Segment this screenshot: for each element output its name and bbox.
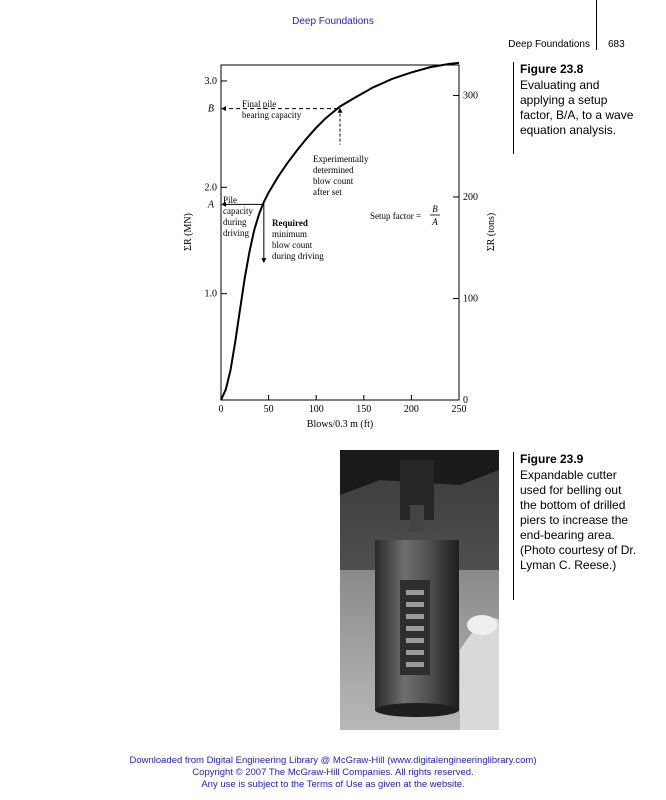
pile-capacity-line3: during <box>223 217 247 227</box>
figure-23-8-title: Figure 23.8 <box>520 62 584 76</box>
y-left-axis-label: ΣR (MN) <box>183 213 194 251</box>
x-tick-label-50: 50 <box>263 404 274 415</box>
marker-b-label: B <box>207 103 214 115</box>
pile-capacity-line1: Pile <box>223 195 238 205</box>
x-tick-label-200: 200 <box>403 404 419 415</box>
final-pile-line2: bearing capacity <box>242 110 302 120</box>
pile-capacity-line2: capacity <box>223 206 253 216</box>
y-right-axis-ticks <box>453 90 478 406</box>
figure-23-9-title: Figure 23.9 <box>520 452 584 466</box>
required-line4: during driving <box>272 251 324 261</box>
required-line2: minimum <box>272 229 308 239</box>
pile-capacity-line4: driving <box>223 228 249 238</box>
required-line3: blow count <box>272 240 313 250</box>
annotation-pile-capacity <box>223 195 255 238</box>
y-left-tick-label-1: 2.0 <box>204 182 217 194</box>
experimental-line4: after set <box>313 187 342 197</box>
footer-line-1[interactable]: Downloaded from Digital Engineering Library @ McGraw-Hill (www.digitalengineeringlibrary.com) <box>129 755 537 766</box>
annotation-final-pile <box>242 99 302 120</box>
final-pile-line1: Final pile <box>242 99 277 109</box>
annotation-required <box>272 218 324 261</box>
y-right-tick-label-300: 300 <box>463 90 478 102</box>
y-right-tick-label-100: 100 <box>463 293 478 305</box>
figure-23-8-text: Evaluating and applying a setup factor, B/A, to a wave equation analysis. <box>520 78 634 137</box>
footer <box>0 755 666 791</box>
header-rule <box>596 0 597 50</box>
x-tick-label-0: 0 <box>218 404 224 415</box>
setup-factor-numerator: B <box>432 204 438 214</box>
setup-factor-label: Setup factor = <box>370 211 422 221</box>
y-right-tick-label-0: 0 <box>463 395 468 406</box>
figure-23-9-caption <box>513 452 640 600</box>
experimental-line2: determined <box>313 165 354 175</box>
setup-factor-denominator: A <box>432 217 438 227</box>
page-number: 683 <box>608 39 625 50</box>
marker-a-label: A <box>207 199 214 211</box>
x-tick-label-100: 100 <box>308 404 324 415</box>
y-right-tick-label-200: 200 <box>463 191 478 203</box>
experimental-line3: blow count <box>313 176 354 186</box>
x-axis-label: Blows/0.3 m (ft) <box>306 419 374 430</box>
x-tick-label-150: 150 <box>356 404 372 415</box>
setup-factor-chart <box>180 60 510 440</box>
y-right-axis-label: ΣR (tons) <box>486 212 497 252</box>
y-left-tick-label-0: 1.0 <box>204 288 217 300</box>
figure-23-9-text: Expandable cutter used for belling out the bottom of drilled piers to increase the end-bearing area. (Photo courtesy of Dr. Lyman C. Reese.) <box>520 468 637 572</box>
experimental-line1: Experimentally <box>313 154 369 164</box>
x-axis-ticks <box>219 395 467 415</box>
y-left-tick-label-2: 3.0 <box>204 75 217 87</box>
top-title: Deep Foundations <box>292 16 374 27</box>
annotation-experimental <box>313 154 371 197</box>
x-tick-label-250: 250 <box>451 404 467 415</box>
required-line1: Required <box>272 218 308 228</box>
figure-23-8-caption <box>513 62 640 154</box>
footer-line-3: Any use is subject to the Terms of Use as given at the website. <box>201 779 465 790</box>
footer-line-2: Copyright © 2007 The McGraw-Hill Companies. All rights reserved. <box>192 767 474 778</box>
expandable-cutter-photo <box>340 450 499 730</box>
running-head: Deep Foundations <box>508 39 590 50</box>
